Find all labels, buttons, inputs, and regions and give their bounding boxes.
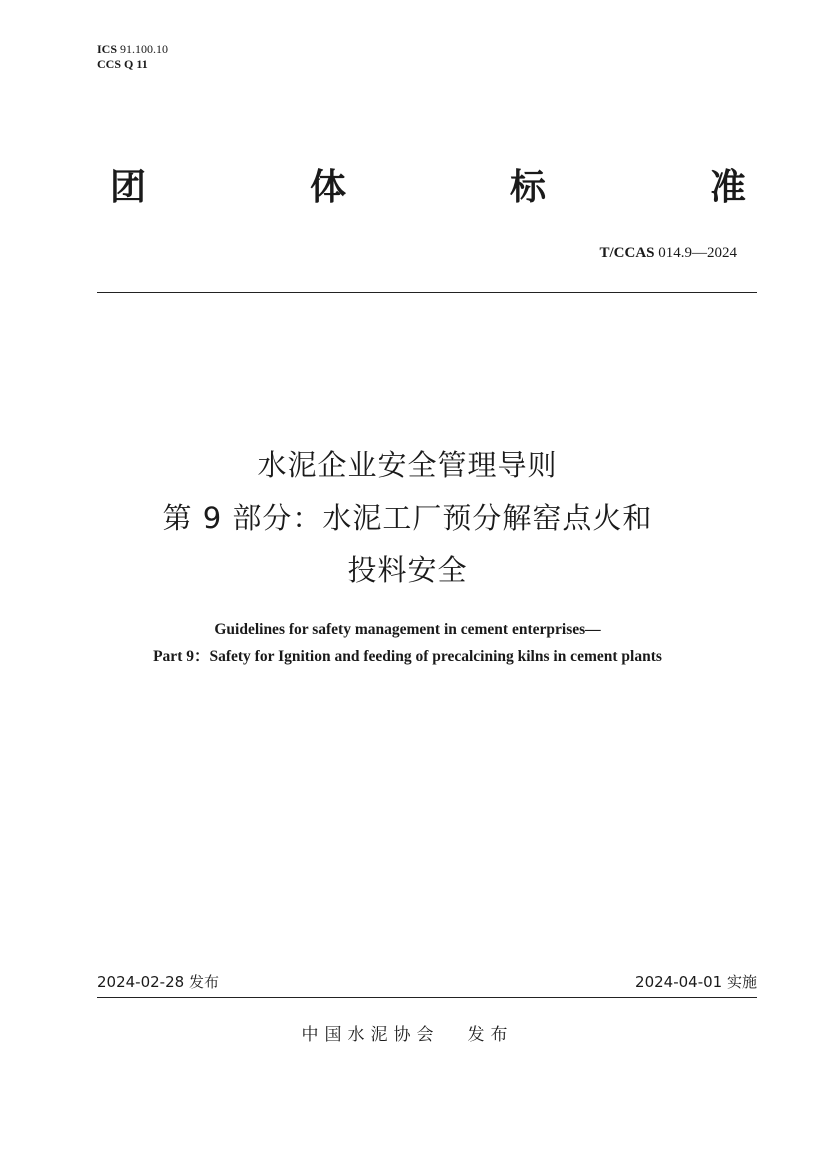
footer-divider — [97, 997, 757, 998]
title-en-line1: Guidelines for safety management in cement enterprises— — [214, 621, 601, 638]
ics-label: ICS — [97, 42, 118, 56]
title-cn-line2: 第 9 部分：水泥工厂预分解窑点火和 — [162, 501, 653, 535]
title-cn-line3: 投料安全 — [347, 553, 468, 587]
publisher-name: 中国水泥协会 — [301, 1025, 440, 1045]
standard-number-value: 014.9—2024 — [658, 245, 737, 261]
standard-type-char: 标 — [509, 167, 546, 208]
title-cn-line1: 水泥企业安全管理导则 — [257, 448, 558, 482]
publisher — [0, 1024, 815, 1046]
ics-value: 91.100.10 — [120, 42, 169, 56]
issue-date: 2024-02-28 发布 — [97, 973, 219, 991]
standard-type-char: 准 — [709, 167, 746, 208]
standard-type-heading — [110, 166, 746, 210]
implementation-date: 2024-04-01 实施 — [635, 973, 757, 991]
ccs-code — [97, 57, 148, 71]
standard-type-char: 体 — [309, 167, 346, 208]
title-en-line2: Part 9：Safety for Ignition and feeding of precalcining kilns in cement plants — [153, 648, 662, 665]
ics-code — [97, 42, 168, 56]
standard-number — [599, 244, 737, 262]
standard-number-prefix: T/CCAS — [599, 245, 655, 261]
header-divider — [97, 292, 757, 293]
ccs-label: CCS — [97, 57, 122, 71]
ccs-value: Q 11 — [124, 57, 148, 71]
publisher-action: 发布 — [467, 1025, 514, 1045]
standard-type-char: 团 — [110, 167, 147, 208]
